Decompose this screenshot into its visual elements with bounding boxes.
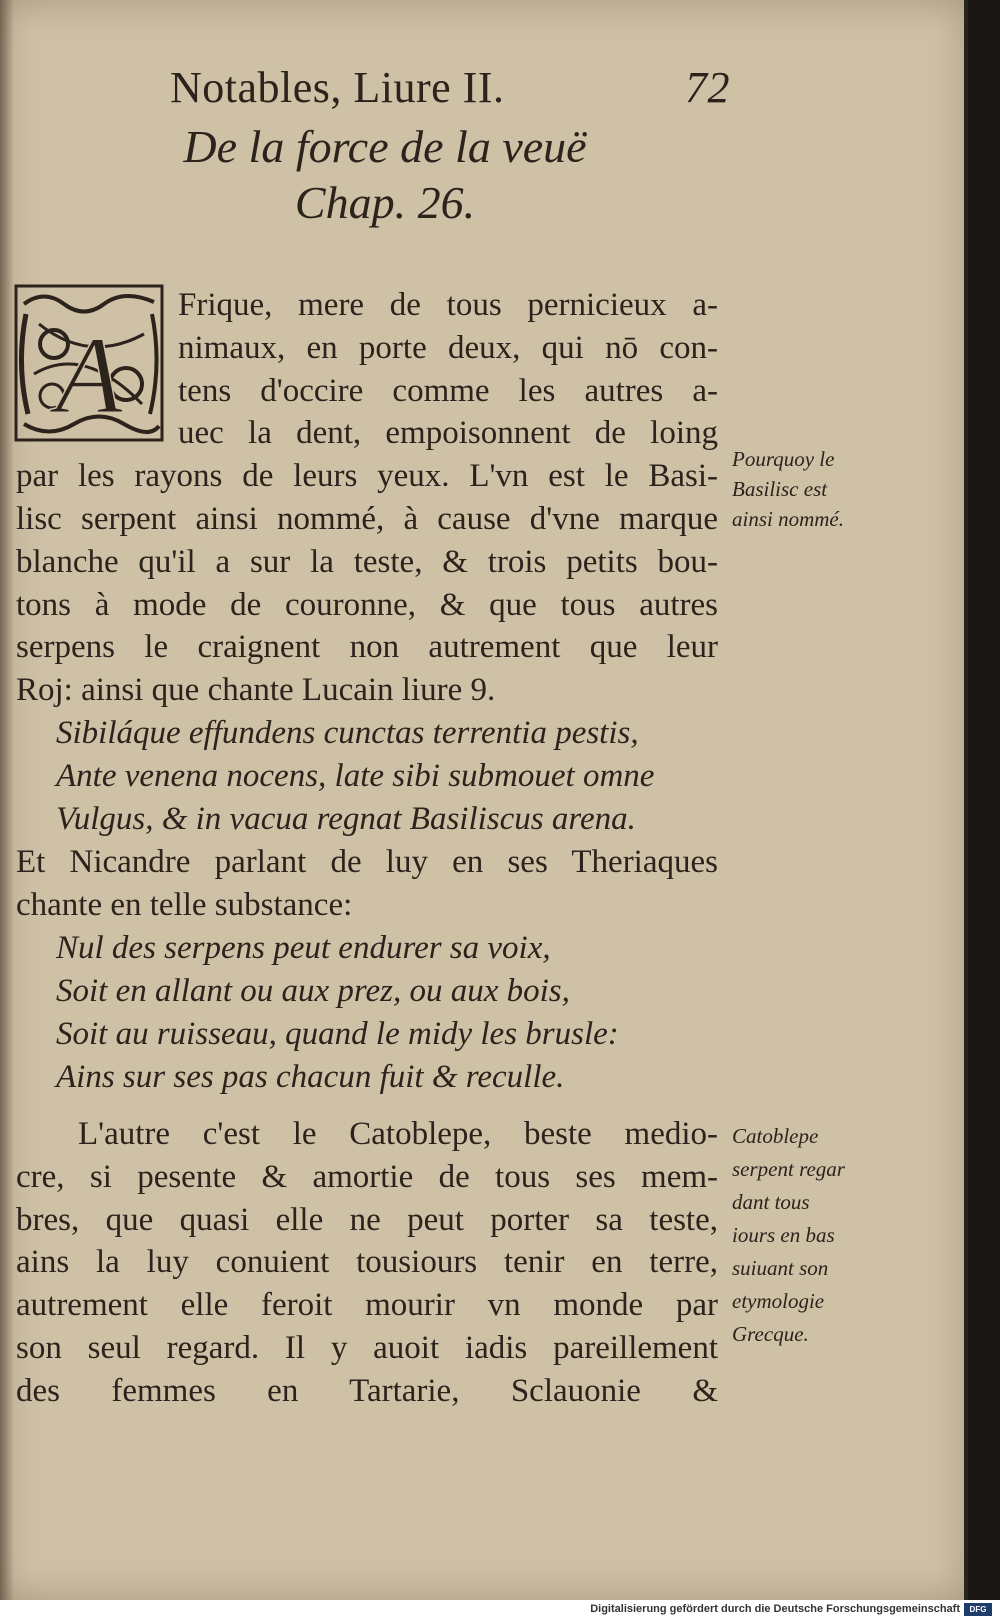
margin-note-line: Pourquoy le — [732, 447, 835, 471]
text-line: uec la dent, empoisonnent de loing — [178, 415, 718, 452]
verse-line: Vulgus, & in vacua regnat Basiliscus arena. — [56, 800, 636, 837]
verse-line: Nul des serpens peut endurer sa voix, — [56, 929, 551, 966]
running-title: Notables, Liure II. — [170, 63, 505, 112]
text-line: des femmes en Tartarie, Sclauonie & — [16, 1372, 718, 1409]
chapter-number: Chap. 26. — [294, 177, 476, 228]
footer-bar — [0, 1600, 1000, 1619]
initial-letter: A — [55, 314, 123, 436]
text-line: Frique, mere de tous pernicieux a- — [178, 287, 718, 323]
second-paragraph — [16, 1113, 718, 1413]
margin-note-line: Grecque. — [732, 1322, 809, 1346]
margin-note-line: ainsi nommé. — [732, 507, 844, 531]
verse-line: Soit en allant ou aux prez, ou aux bois, — [56, 972, 570, 1009]
text-line: tens d'occire comme les autres a- — [178, 372, 718, 409]
margin-note-line: iours en bas — [732, 1223, 835, 1247]
margin-note-basilisc — [732, 444, 882, 534]
verse-line: Soit au ruisseau, quand le midy les brusle: — [56, 1015, 619, 1052]
text-line: chante en telle substance: — [16, 886, 353, 923]
margin-note-line: suiuant son — [732, 1256, 829, 1280]
main-text — [16, 284, 718, 1099]
funding-credit: Digitalisierung gefördert durch die Deutsche Forschungsgemeinschaft — [590, 1603, 960, 1615]
page-number: 72 — [685, 63, 730, 112]
text-line: L'autre c'est le Catoblepe, beste medio- — [78, 1116, 718, 1152]
text-line: par les rayons de leurs yeux. L'vn est le Basi- — [16, 458, 718, 495]
margin-note-line: Catoblepe — [732, 1124, 819, 1148]
chapter-title: De la force de la veuë — [183, 121, 587, 172]
text-line: tons à mode de couronne, & que tous autres — [16, 586, 718, 623]
verse-line: Ante venena nocens, late sibi submouet omne — [56, 757, 655, 794]
text-line: bres, que quasi elle ne peut porter sa teste, — [16, 1201, 718, 1238]
text-line: lisc serpent ainsi nommé, à cause d'vne marque — [16, 500, 718, 537]
margin-note-line: serpent regar — [732, 1157, 845, 1181]
text-line: Et Nicandre parlant de luy en ses Theriaques — [16, 843, 718, 880]
text-line: Roj: ainsi que chante Lucain liure 9. — [16, 672, 496, 709]
text-line: nimaux, en porte deux, qui nō con- — [178, 329, 718, 366]
text-line: cre, si pesente & amortie de tous ses mem- — [16, 1158, 718, 1195]
margin-note-line: dant tous — [732, 1190, 810, 1214]
page-edge — [964, 0, 968, 1600]
margin-note-catoblepe — [732, 1120, 882, 1351]
dfg-logo: DFG — [964, 1603, 992, 1616]
text-line: autrement elle feroit mourir vn monde par — [16, 1287, 718, 1324]
text-line: serpens le craignent non autrement que leur — [16, 629, 718, 666]
text-line: son seul regard. Il y auoit iadis pareillement — [16, 1329, 718, 1366]
margin-note-line: Basilisc est — [732, 477, 828, 501]
text-line: blanche qu'il a sur la teste, & trois petits bou- — [16, 543, 718, 580]
text-line: ains la luy conuient tousiours tenir en terre, — [16, 1244, 718, 1281]
verse-line: Ains sur ses pas chacun fuit & reculle. — [56, 1058, 565, 1095]
margin-note-line: etymologie — [732, 1289, 825, 1313]
page-header — [170, 62, 730, 122]
spine-shadow — [0, 0, 14, 1600]
verse-line: Sibiláque effundens cunctas terrentia pestis, — [56, 714, 639, 751]
